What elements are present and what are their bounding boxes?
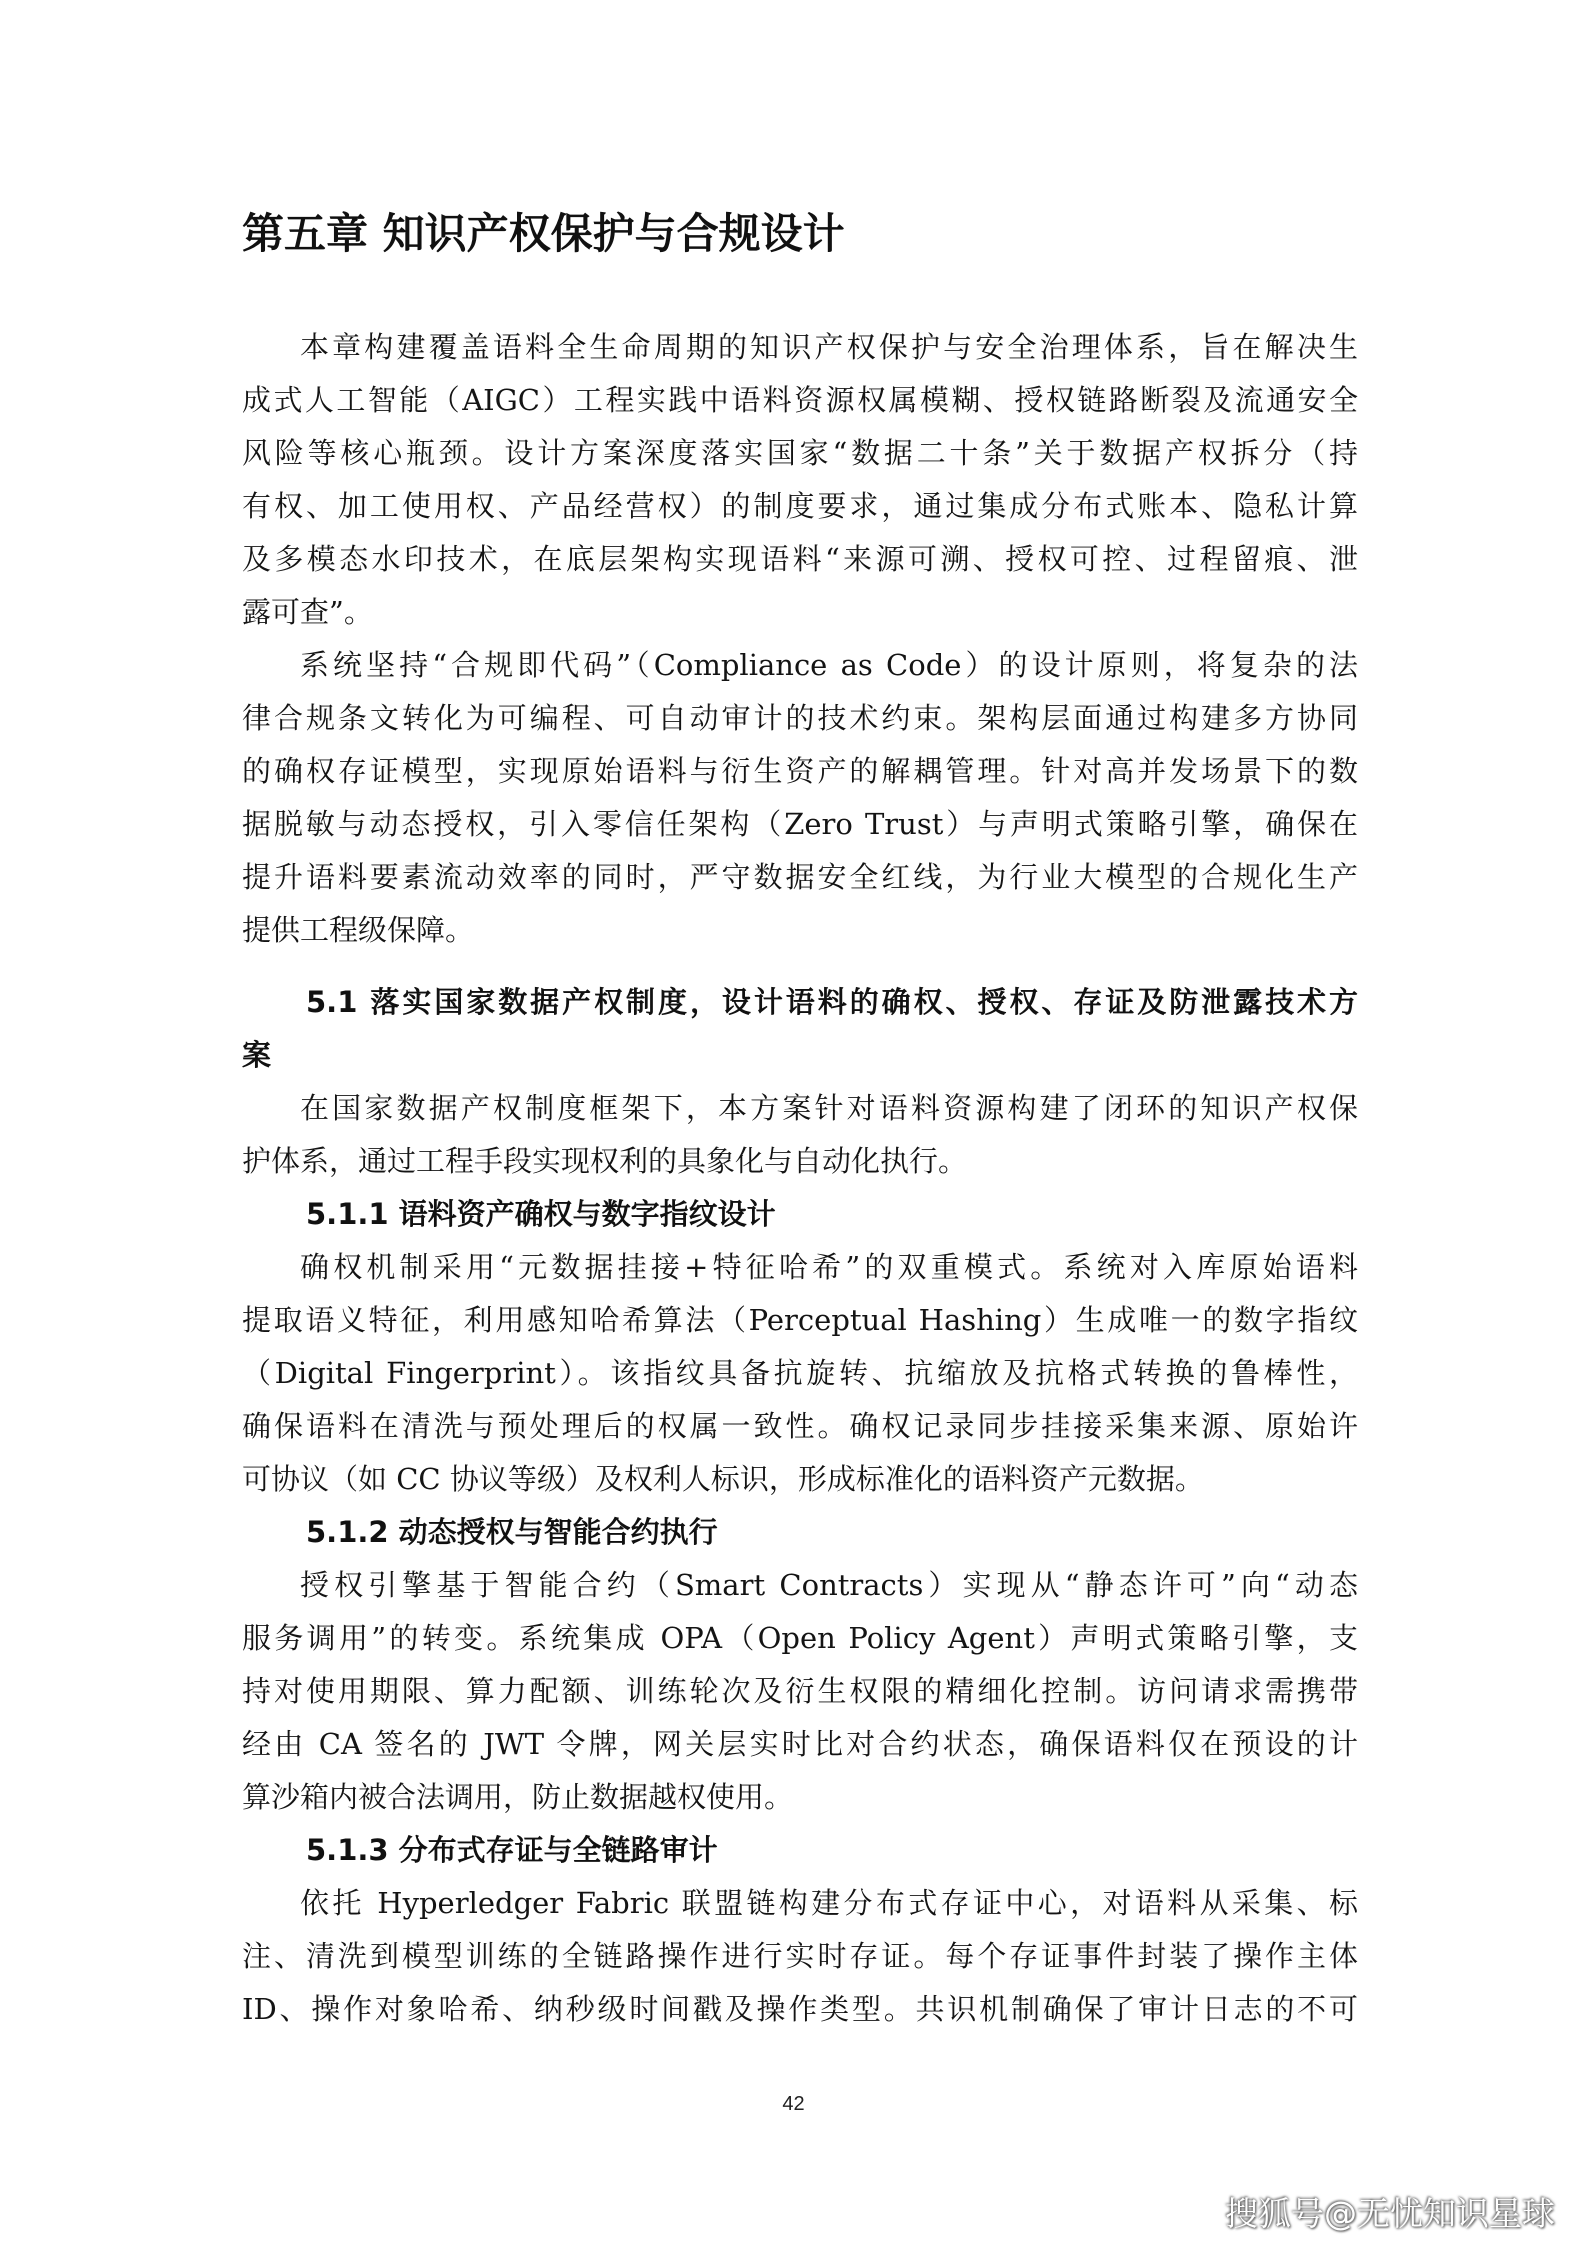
paragraph-line: 提取语义特征，利用感知哈希算法（Perceptual Hashing）生成唯一的数字指纹 bbox=[242, 1303, 1358, 1337]
paragraph-line: 有权、加工使用权、产品经营权）的制度要求，通过集成分布式账本、隐私计算 bbox=[242, 489, 1358, 523]
paragraph-line: ID、操作对象哈希、纳秒级时间戳及操作类型。共识机制确保了审计日志的不可 bbox=[242, 1992, 1358, 2026]
paragraph-line: 风险等核心瓶颈。设计方案深度落实国家“数据二十条”关于数据产权拆分（持 bbox=[242, 436, 1358, 470]
paragraph-line: 确保语料在清洗与预处理后的权属一致性。确权记录同步挂接采集来源、原始许 bbox=[242, 1409, 1358, 1443]
page-number: 42 bbox=[782, 2093, 805, 2115]
paragraph-line: 注、清洗到模型训练的全链路操作进行实时存证。每个存证事件封装了操作主体 bbox=[242, 1939, 1358, 1973]
paragraph-line: 本章构建覆盖语料全生命周期的知识产权保护与安全治理体系，旨在解决生 bbox=[300, 330, 1358, 364]
paragraph-line: 在国家数据产权制度框架下，本方案针对语料资源构建了闭环的知识产权保 bbox=[300, 1091, 1358, 1125]
paragraph-line: 算沙箱内被合法调用，防止数据越权使用。 bbox=[242, 1780, 794, 1814]
paragraph-line: （Digital Fingerprint）。该指纹具备抗旋转、抗缩放及抗格式转换的鲁棒性， bbox=[242, 1356, 1358, 1390]
paragraph-line: 经由 CA 签名的 JWT 令牌，网关层实时比对合约状态，确保语料仅在预设的计 bbox=[242, 1727, 1358, 1761]
paragraph-line: 据脱敏与动态授权，引入零信任架构（Zero Trust）与声明式策略引擎，确保在 bbox=[242, 807, 1358, 841]
paragraph-line: 护体系，通过工程手段实现权利的具象化与自动化执行。 bbox=[242, 1144, 968, 1178]
paragraph-line: 依托 Hyperledger Fabric 联盟链构建分布式存证中心，对语料从采集、标 bbox=[300, 1886, 1358, 1920]
paragraph-line: 提供工程级保障。 bbox=[242, 913, 475, 947]
source-watermark: 搜狐号@无忧知识星球 bbox=[1225, 2194, 1555, 2233]
paragraph-line: 授权引擎基于智能合约（Smart Contracts）实现从“静态许可”向“动态 bbox=[300, 1568, 1358, 1602]
paragraph-line: 成式人工智能（AIGC）工程实践中语料资源权属模糊、授权链路断裂及流通安全 bbox=[242, 383, 1358, 417]
chapter-title: 第五章 知识产权保护与合规设计 bbox=[242, 209, 845, 258]
paragraph-line: 持对使用期限、算力配额、训练轮次及衍生权限的精细化控制。访问请求需携带 bbox=[242, 1674, 1358, 1708]
paragraph-line: 系统坚持“合规即代码”（Compliance as Code）的设计原则，将复杂的法 bbox=[300, 648, 1358, 682]
subsection-heading-5-1-3: 5.1.3 分布式存证与全链路审计 bbox=[306, 1833, 718, 1867]
paragraph-line: 提升语料要素流动效率的同时，严守数据安全红线，为行业大模型的合规化生产 bbox=[242, 860, 1358, 894]
paragraph-line: 露可查”。 bbox=[242, 595, 373, 629]
section-heading-5-1: 5.1 落实国家数据产权制度，设计语料的确权、授权、存证及防泄露技术方 bbox=[306, 985, 1358, 1019]
subsection-heading-5-1-1: 5.1.1 语料资产确权与数字指纹设计 bbox=[306, 1197, 776, 1231]
paragraph-line: 及多模态水印技术，在底层架构实现语料“来源可溯、授权可控、过程留痕、泄 bbox=[242, 542, 1358, 576]
paragraph-line: 的确权存证模型，实现原始语料与衍生资产的解耦管理。针对高并发场景下的数 bbox=[242, 754, 1358, 788]
subsection-heading-5-1-2: 5.1.2 动态授权与智能合约执行 bbox=[306, 1515, 718, 1549]
paragraph-line: 可协议（如 CC 协议等级）及权利人标识，形成标准化的语料资产元数据。 bbox=[242, 1462, 1204, 1496]
paragraph-line: 确权机制采用“元数据挂接+特征哈希”的双重模式。系统对入库原始语料 bbox=[300, 1250, 1358, 1284]
paragraph-line: 服务调用”的转变。系统集成 OPA（Open Policy Agent）声明式策略引擎，支 bbox=[242, 1621, 1358, 1655]
paragraph-line: 律合规条文转化为可编程、可自动审计的技术约束。架构层面通过构建多方协同 bbox=[242, 701, 1358, 735]
section-heading-5-1-cont: 案 bbox=[242, 1038, 272, 1072]
